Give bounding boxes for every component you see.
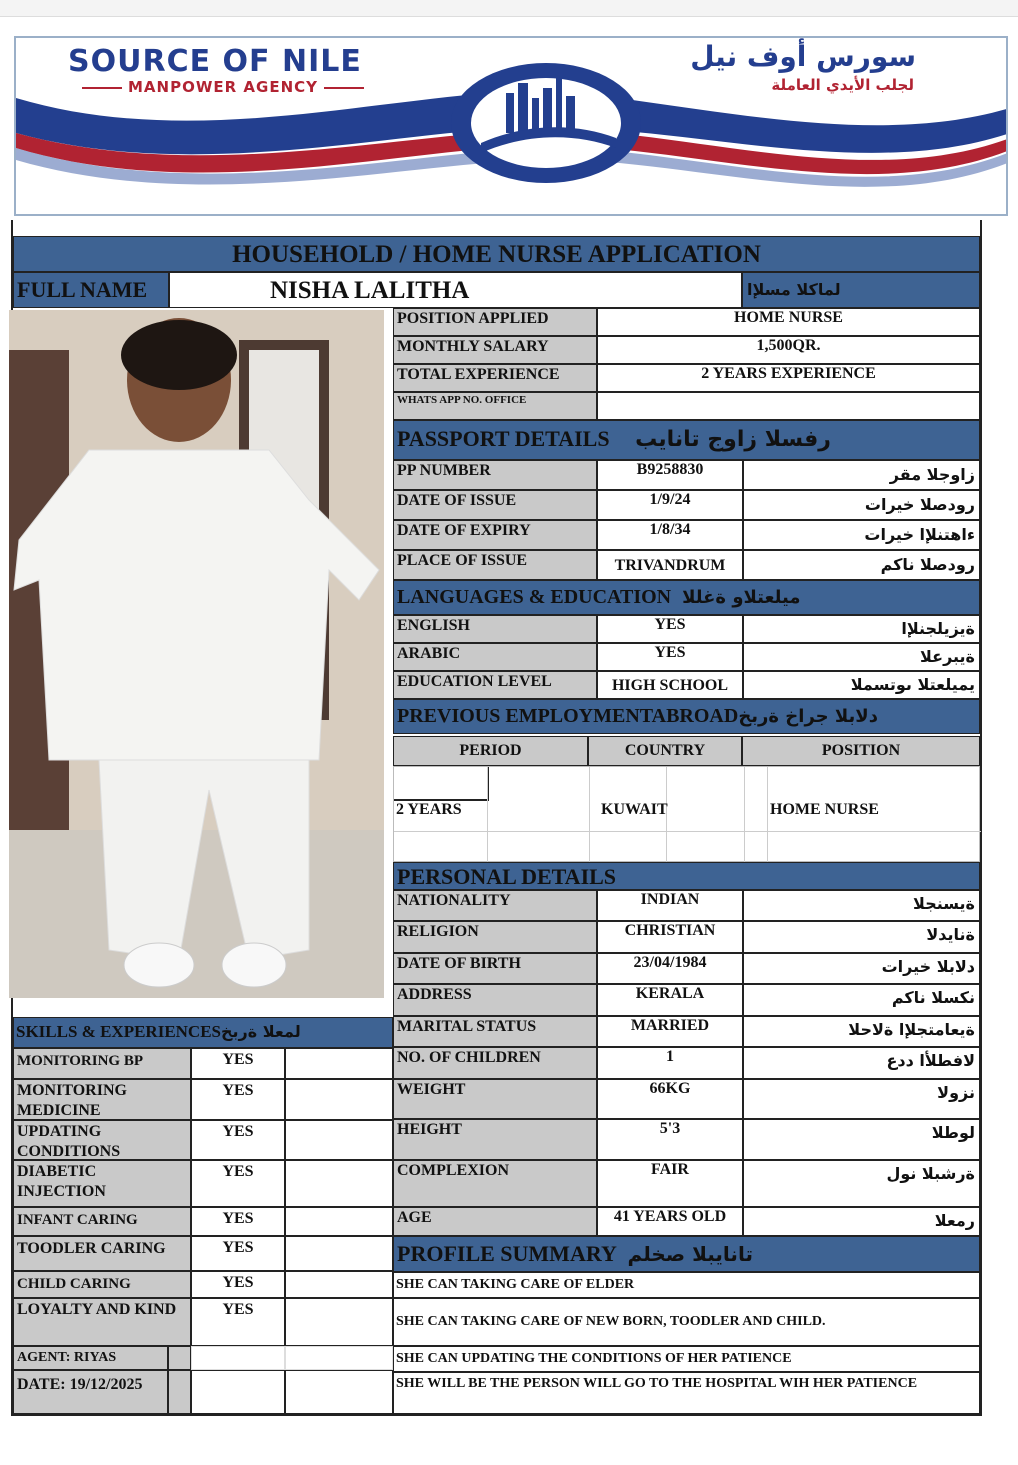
form-title: HOUSEHOLD / HOME NURSE APPLICATION xyxy=(13,236,980,272)
position-applied-label: POSITION APPLIED xyxy=(393,308,597,336)
whatsapp-office-value xyxy=(597,392,980,420)
employment-divider xyxy=(744,767,745,863)
pp-number-label: PP NUMBER xyxy=(393,460,597,490)
date-of-issue-label: DATE OF ISSUE xyxy=(393,490,597,520)
nationality-value: INDIAN xyxy=(597,890,743,921)
skills-section-header xyxy=(13,1017,393,1048)
total-experience-label: TOTAL EXPERIENCE xyxy=(393,364,597,392)
religion-value: CHRISTIAN xyxy=(597,921,743,953)
weight-label: WEIGHT xyxy=(393,1079,597,1119)
skill-diabetic-injection-label: DIABETIC INJECTION xyxy=(13,1160,191,1207)
employment-position-value: HOME NURSE xyxy=(770,801,879,818)
skill-updating-conditions-label: UPDATING CONDITIONS xyxy=(13,1120,191,1160)
skill-infant-caring-label: INFANT CARING xyxy=(13,1207,191,1236)
employment-section-title: PREVIOUS EMPLOYMENTABROAD xyxy=(397,705,739,727)
agency-subtitle-ar: لجلب الأيدي العاملة xyxy=(771,76,914,94)
summary-section-header xyxy=(393,1236,980,1272)
education-level-label: EDUCATION LEVEL xyxy=(393,671,597,699)
religion-label-ar: ةنايدلا xyxy=(743,921,980,953)
skill-monitoring-medicine-value: YES xyxy=(191,1079,285,1120)
address-label-ar: نكسلا ناكم xyxy=(743,984,980,1016)
marital-status-label: MARITAL STATUS xyxy=(393,1016,597,1047)
monthly-salary-value: 1,500QR. xyxy=(597,336,980,364)
arabic-label-ar: ةيبرعلا xyxy=(743,643,980,671)
skill-loyalty-and-kind-value: YES xyxy=(191,1298,285,1346)
no-of-children-label-ar: لافطلأا ددع xyxy=(743,1047,980,1079)
summary-line: SHE WILL BE THE PERSON WILL GO TO THE HOSPITAL WIH HER PATIENCE xyxy=(393,1372,980,1414)
employment-col-period: PERIOD xyxy=(393,736,588,766)
height-value: 5'3 xyxy=(597,1119,743,1160)
employment-cell-empty xyxy=(394,767,489,801)
marital-status-label-ar: ةيعامتجلإا ةلاحلا xyxy=(743,1016,980,1047)
employment-col-country: COUNTRY xyxy=(588,736,742,766)
agent-empty-cell xyxy=(191,1346,285,1370)
languages-section-header xyxy=(393,580,980,615)
education-level-value: HIGH SCHOOL xyxy=(597,671,743,699)
age-label-ar: رمعلا xyxy=(743,1207,980,1236)
skill-child-caring-value: YES xyxy=(191,1271,285,1298)
nationality-label-ar: ةيسنجلا xyxy=(743,890,980,921)
summary-line: SHE CAN TAKING CARE OF NEW BORN, TOODLER AND CHILD. xyxy=(393,1298,980,1346)
complexion-value: FAIR xyxy=(597,1160,743,1207)
position-applied-value: HOME NURSE xyxy=(597,308,980,336)
date-label: DATE: 19/12/2025 xyxy=(13,1370,168,1414)
agency-name-en: SOURCE OF NILE xyxy=(68,44,362,79)
personal-section-title: PERSONAL DETAILS xyxy=(393,862,980,890)
nationality-label: NATIONALITY xyxy=(393,890,597,921)
skill-monitoring-medicine-label: MONITORING MEDICINE xyxy=(13,1079,191,1120)
passport-section-header xyxy=(393,420,980,460)
employment-divider xyxy=(767,767,768,863)
age-value: 41 YEARS OLD xyxy=(597,1207,743,1236)
passport-section-title-ar: رفسلا زاوج تانايب xyxy=(635,427,831,452)
skill-infant-caring-value: YES xyxy=(191,1207,285,1236)
english-value: YES xyxy=(597,615,743,643)
skill-diabetic-injection-value: YES xyxy=(191,1160,285,1207)
place-of-issue-label: PLACE OF ISSUE xyxy=(393,550,597,580)
no-of-children-value: 1 xyxy=(597,1047,743,1079)
employment-divider xyxy=(487,767,488,863)
weight-label-ar: نزولا xyxy=(743,1079,980,1119)
agency-banner xyxy=(14,36,1008,216)
height-label-ar: لوطلا xyxy=(743,1119,980,1160)
date-of-expiry-label-ar: ءاهتنلإا خيرات xyxy=(743,520,980,550)
whatsapp-office-label: WHATS APP NO. OFFICE xyxy=(393,392,597,420)
skill-monitoring-bp-value: YES xyxy=(191,1048,285,1079)
employment-country-value: KUWAIT xyxy=(601,801,668,818)
applicant-photo-illustration xyxy=(9,310,384,998)
full-name-label: FULL NAME xyxy=(13,272,169,308)
employment-col-position: POSITION xyxy=(742,736,980,766)
place-of-issue-label-ar: رودصلا ناكم xyxy=(743,550,980,580)
skill-monitoring-bp-notes xyxy=(285,1048,393,1079)
height-label: HEIGHT xyxy=(393,1119,597,1160)
skill-toodler-caring-notes xyxy=(285,1236,393,1271)
complexion-label: COMPLEXION xyxy=(393,1160,597,1207)
skills-section-title-ar: لمعلا ةربخ xyxy=(221,1022,301,1041)
summary-line: SHE CAN TAKING CARE OF ELDER xyxy=(393,1272,980,1298)
employment-period-value: 2 YEARS xyxy=(396,801,462,818)
employment-divider xyxy=(394,831,981,832)
date-of-issue-label-ar: رودصلا خيرات xyxy=(743,490,980,520)
skills-section-title: SKILLS & EXPERIENCES xyxy=(16,1022,222,1041)
full-name-label-ar: لماكلا مسلإا xyxy=(742,272,980,308)
total-experience-value: 2 YEARS EXPERIENCE xyxy=(597,364,980,392)
skill-updating-conditions-notes xyxy=(285,1120,393,1160)
skill-toodler-caring-value: YES xyxy=(191,1236,285,1271)
address-label: ADDRESS xyxy=(393,984,597,1016)
languages-section-title-ar: ميلعتلاو ةغللا xyxy=(682,587,801,608)
no-of-children-label: NO. OF CHILDREN xyxy=(393,1047,597,1079)
complexion-label-ar: ةرشبلا نول xyxy=(743,1160,980,1207)
summary-line: SHE CAN UPDATING THE CONDITIONS OF HER PATIENCE xyxy=(393,1346,980,1372)
date-of-expiry-label: DATE OF EXPIRY xyxy=(393,520,597,550)
top-bar xyxy=(0,0,1018,17)
applicant-photo xyxy=(9,310,384,998)
date-empty-cell xyxy=(285,1370,393,1414)
skill-monitoring-bp-label: MONITORING BP xyxy=(13,1048,191,1079)
weight-value: 66KG xyxy=(597,1079,743,1119)
date-of-birth-label: DATE OF BIRTH xyxy=(393,953,597,984)
skill-child-caring-notes xyxy=(285,1271,393,1298)
form-border-right xyxy=(980,220,982,1415)
date-of-birth-label-ar: دلابلا خيرات xyxy=(743,953,980,984)
agent-label: AGENT: RIYAS xyxy=(13,1346,168,1370)
full-name-value: NISHA LALITHA xyxy=(169,272,742,308)
skill-infant-caring-notes xyxy=(285,1207,393,1236)
skill-toodler-caring-label: TOODLER CARING xyxy=(13,1236,191,1271)
education-level-label-ar: يميلعتلا ىوتسملا xyxy=(743,671,980,699)
address-value: KERALA xyxy=(597,984,743,1016)
monthly-salary-label: MONTHLY SALARY xyxy=(393,336,597,364)
skill-monitoring-medicine-notes xyxy=(285,1079,393,1120)
skill-loyalty-and-kind-label: LOYALTY AND KIND xyxy=(13,1298,191,1346)
summary-section-title: PROFILE SUMMARY xyxy=(397,1241,617,1266)
place-of-issue-value: TRIVANDRUM xyxy=(597,550,743,580)
agency-subtitle-en: MANPOWER AGENCY xyxy=(76,78,370,96)
age-label: AGE xyxy=(393,1207,597,1236)
date-spacer xyxy=(168,1370,191,1414)
date-empty-cell xyxy=(191,1370,285,1414)
marital-status-value: MARRIED xyxy=(597,1016,743,1047)
pp-number-value: B9258830 xyxy=(597,460,743,490)
agency-name-ar: سورس أوف نيل xyxy=(690,40,916,73)
english-label-ar: ةيزيلجنلإا xyxy=(743,615,980,643)
agent-empty-cell xyxy=(285,1346,393,1370)
agent-spacer xyxy=(168,1346,191,1370)
english-label: ENGLISH xyxy=(393,615,597,643)
employment-section-title-ar: دلابلا جراخ ةربخ xyxy=(738,706,878,727)
form-border-bottom xyxy=(11,1413,982,1416)
religion-label: RELIGION xyxy=(393,921,597,953)
pp-number-label-ar: زاوجلا مقر xyxy=(743,460,980,490)
employment-divider xyxy=(589,767,590,863)
date-of-issue-value: 1/9/24 xyxy=(597,490,743,520)
arabic-label: ARABIC xyxy=(393,643,597,671)
summary-section-title-ar: تانايبلا صخلم xyxy=(627,1242,753,1266)
employment-section-header xyxy=(393,699,980,734)
languages-section-title: LANGUAGES & EDUCATION xyxy=(397,586,672,608)
skill-loyalty-and-kind-notes xyxy=(285,1298,393,1346)
passport-section-title: PASSPORT DETAILS xyxy=(397,426,610,451)
skill-diabetic-injection-notes xyxy=(285,1160,393,1207)
employment-table-body xyxy=(393,766,980,862)
skill-updating-conditions-value: YES xyxy=(191,1120,285,1160)
date-of-birth-value: 23/04/1984 xyxy=(597,953,743,984)
date-of-expiry-value: 1/8/34 xyxy=(597,520,743,550)
arabic-value: YES xyxy=(597,643,743,671)
skill-child-caring-label: CHILD CARING xyxy=(13,1271,191,1298)
